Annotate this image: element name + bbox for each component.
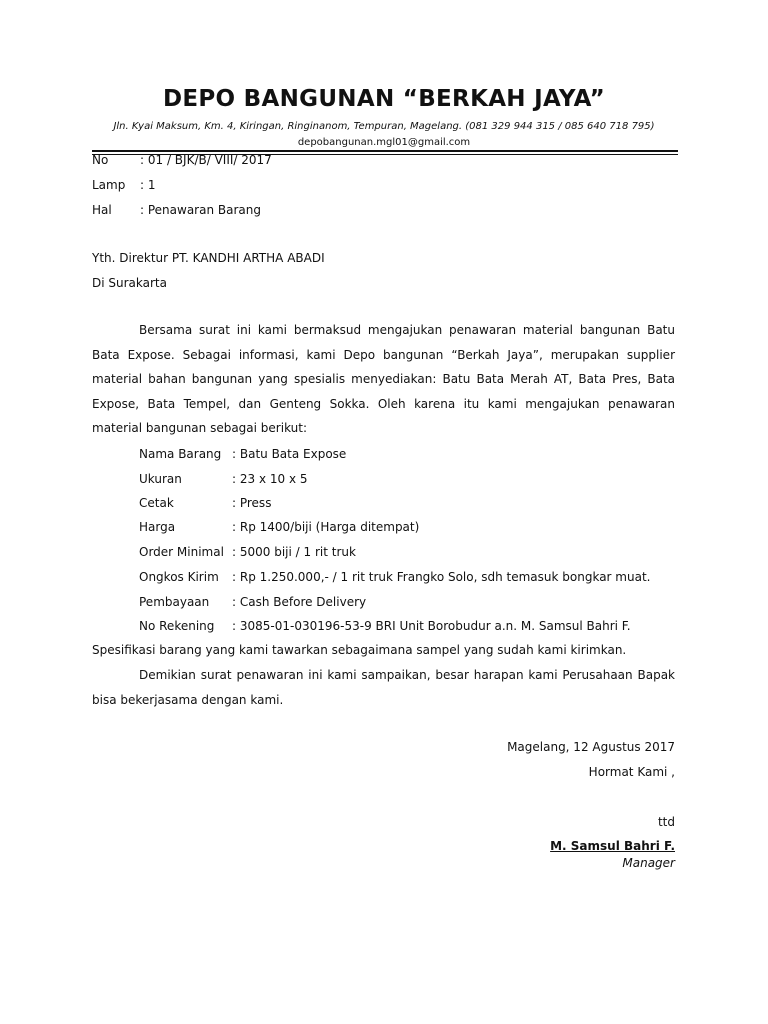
meta-label-lamp: Lamp <box>92 178 126 192</box>
place-date: Magelang, 12 Agustus 2017 <box>507 740 675 754</box>
spec-note: Spesifikasi barang yang kami tawarkan sebagaimana sampel yang sudah kami kirimkan. <box>92 643 627 657</box>
spec-label: Cetak <box>139 496 174 510</box>
signatory-title: Manager <box>622 856 675 870</box>
greeting: Hormat Kami , <box>588 765 675 779</box>
spec-label: Nama Barang <box>139 447 222 461</box>
spec-value: : 23 x 10 x 5 <box>232 472 308 486</box>
recipient-line: Yth. Direktur PT. KANDHI ARTHA ABADI <box>92 251 325 265</box>
spec-value: : Rp 1400/biji (Harga ditempat) <box>232 520 420 534</box>
spec-value: : Cash Before Delivery <box>232 595 367 609</box>
meta-label-hal: Hal <box>92 203 112 217</box>
spec-label: Ukuran <box>139 472 182 486</box>
recipient-city: Di Surakarta <box>92 276 167 290</box>
company-address: Jln. Kyai Maksum, Km. 4, Kiringan, Ringinanom, Tempuran, Magelang. (081 329 944 315 / 085 640 718 795) <box>113 121 655 132</box>
spec-label: Order Minimal <box>139 545 224 559</box>
ttd-mark: ttd <box>657 815 675 829</box>
spec-label: No Rekening <box>139 619 215 633</box>
spec-label: Pembayaan <box>139 595 210 609</box>
meta-value-hal: : Penawaran Barang <box>140 203 261 217</box>
spec-value: : Batu Bata Expose <box>232 447 347 461</box>
signatory-name: M. Samsul Bahri F. <box>550 839 675 853</box>
meta-value-lamp: : 1 <box>140 178 156 192</box>
spec-value: : Rp 1.250.000,- / 1 rit truk Frangko Solo, sdh temasuk bongkar muat. <box>232 570 651 584</box>
spec-value: : 3085-01-030196-53-9 BRI Unit Borobudur a.n. M. Samsul Bahri F. <box>232 619 631 633</box>
spec-label: Harga <box>139 520 176 534</box>
spec-value: : Press <box>232 496 272 510</box>
spec-label: Ongkos Kirim <box>139 570 219 584</box>
closing-paragraph: Demikian surat penawaran ini kami sampaikan, besar harapan kami Perusahaan Bapak bisa bekerjasama dengan kami. <box>92 668 675 707</box>
company-email: depobangunan.mgl01@gmail.com <box>297 137 471 148</box>
letterhead-divider-thick <box>92 150 678 152</box>
meta-value-no: : 01 / BJK/B/ VIII/ 2017 <box>140 153 272 167</box>
company-name: DEPO BANGUNAN “BERKAH JAYA” <box>162 86 606 112</box>
intro-paragraph: Bersama surat ini kami bermaksud mengajukan penawaran material bangunan Batu Bata Expose. Sebagai informasi, kami Depo bangunan “Berkah Jaya”, merupakan supplier material bahan bangunan yang spesialis menyediakan: Batu Bata Merah AT, Bata Pres, Bata Expose, Bata Tempel, dan Genteng Sokka. Oleh karena itu kami mengajukan penawaran material bangunan sebagai berikut: <box>92 323 675 435</box>
spec-value: : 5000 biji / 1 rit truk <box>232 545 356 559</box>
meta-label-no: No <box>92 153 109 167</box>
